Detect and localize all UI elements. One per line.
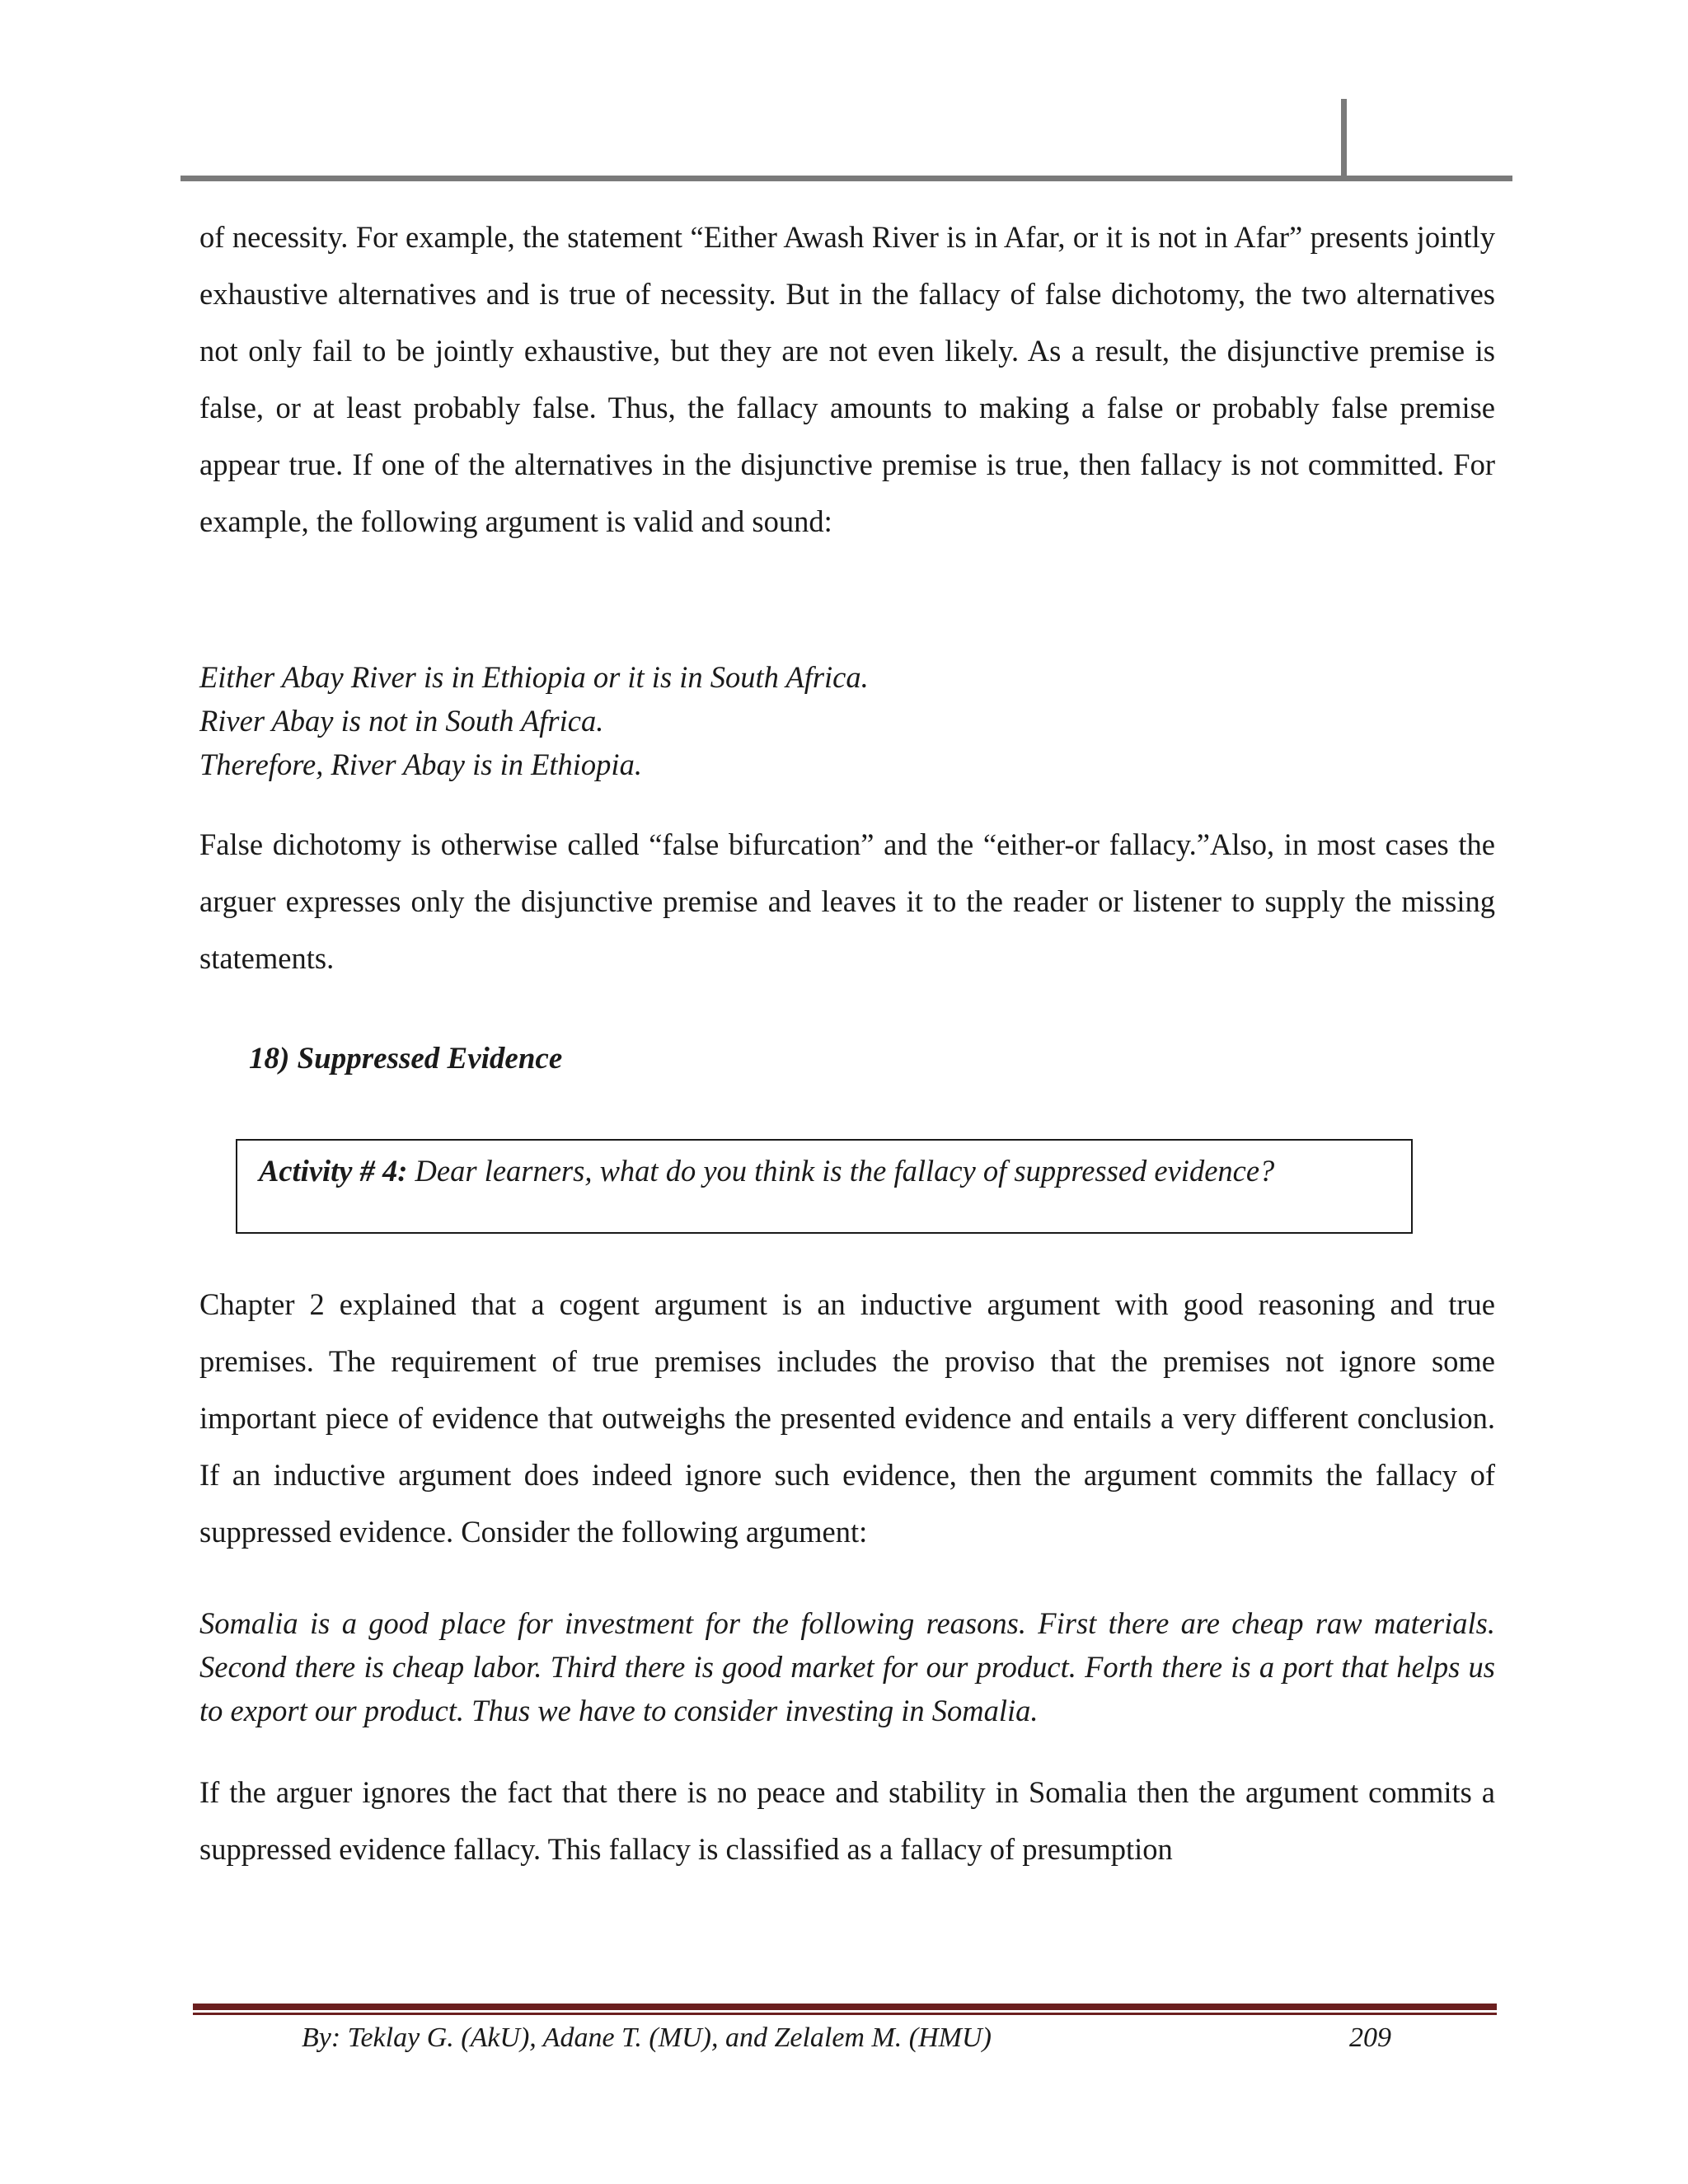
activity-question xyxy=(259,1149,1274,1193)
example-somalia-argument: Somalia is a good place for investment for the following reasons. First there are cheap raw materials. Second there is cheap labor. Third there is good market for our product. Forth there is a port that helps us to export our product. Thus we have to consider investing in Somalia. xyxy=(199,1606,1495,1727)
paragraph-suppressed-evidence-fallacy: If the arguer ignores the fact that there is no peace and stability in Somalia then the argument commits a suppressed evidence fallacy. This fallacy is classified as a fallacy of presumption xyxy=(199,1775,1495,1866)
footer-authors: By: Teklay G. (AkU), Adane T. (MU), and Zelalem M. (HMU) xyxy=(302,2022,992,2053)
example-premise-2: River Abay is not in South Africa. xyxy=(199,704,604,738)
page-number: 209 xyxy=(1349,2022,1391,2053)
header-horizontal-rule xyxy=(181,176,1512,181)
activity-label: Activity # 4: xyxy=(259,1154,408,1188)
footer-rule xyxy=(193,2004,1497,2010)
paragraph-false-bifurcation: False dichotomy is otherwise called “false bifurcation” and the “either-or fallacy.”Also, in most cases the arguer expresses only the disjunctive premise and leaves it to the reader or listener to supply the missing statements. xyxy=(199,827,1495,975)
example-premise-1: Either Abay River is in Ethiopia or it is in South Africa. xyxy=(199,660,869,694)
example-conclusion: Therefore, River Abay is in Ethiopia. xyxy=(199,748,642,781)
activity-prompt: Dear learners, what do you think is the fallacy of suppressed evidence? xyxy=(407,1154,1275,1188)
paragraph-cogent-argument: Chapter 2 explained that a cogent argument is an inductive argument with good reasoning and true premises. The requirement of true premises includes the proviso that the premises not ignore some important piece of evidence that outweighs the presented evidence and entails a very different conclusion. If an inductive argument does indeed ignore such evidence, then the argument commits the fallacy of suppressed evidence. Consider the following argument: xyxy=(199,1287,1495,1549)
activity-box xyxy=(236,1139,1413,1234)
header-vertical-rule xyxy=(1341,99,1347,180)
footer-rule-thin xyxy=(193,2013,1497,2015)
paragraph-false-dichotomy: of necessity. For example, the statement “Either Awash River is in Afar, or it is not in Afar” presents jointly exhaustive alternatives and is true of necessity. But in the fallacy of false dichotomy, the two alternatives not only fail to be jointly exhaustive, but they are not even likely. As a result, the disjunctive premise is false, or at least probably false. Thus, the fallacy amounts to making a false or probably false premise appear true. If one of the alternatives in the disjunctive premise is true, then fallacy is not committed. For example, the following argument is valid and sound: xyxy=(199,220,1495,538)
section-heading-suppressed-evidence: 18) Suppressed Evidence xyxy=(249,1042,563,1076)
example-abay-argument xyxy=(199,655,1495,786)
